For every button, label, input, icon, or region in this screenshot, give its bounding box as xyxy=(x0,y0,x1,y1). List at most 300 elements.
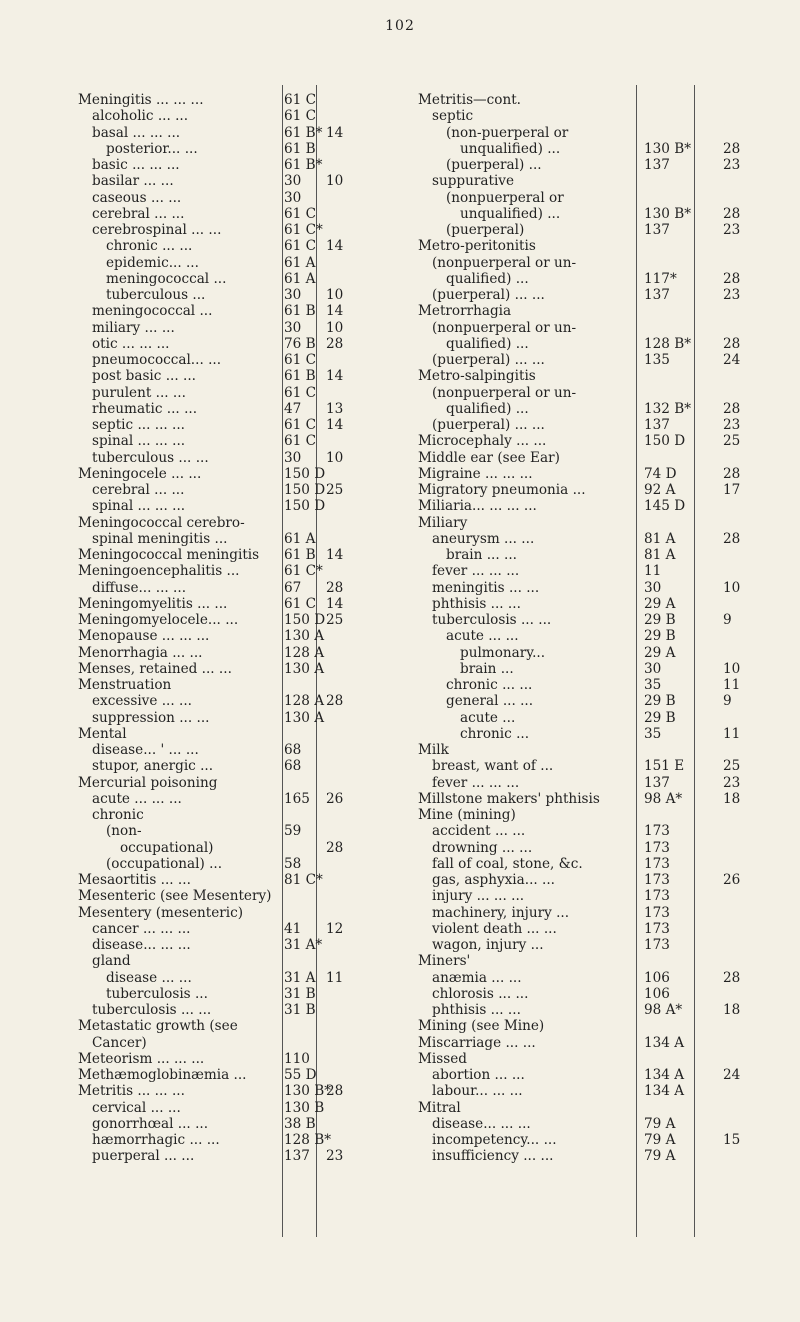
entry-group-number: 28 xyxy=(326,335,344,352)
entry-reference: 106 xyxy=(644,969,670,986)
entry-term: cerebrospinal ... ... xyxy=(92,222,222,238)
entry-term: fall of coal, stone, &c. xyxy=(432,855,583,872)
index-entry xyxy=(418,1100,758,1116)
entry-term: septic ... ... ... xyxy=(92,417,185,433)
index-entry xyxy=(418,645,758,661)
entry-group-number: 18 xyxy=(723,1002,741,1018)
entry-term: cancer ... ... ... xyxy=(92,920,191,937)
entry-reference: 130 B* xyxy=(644,140,692,157)
entry-term: suppression ... ... xyxy=(92,709,210,726)
entry-term: Metrorrhagia xyxy=(418,303,512,320)
entry-term: chronic ... xyxy=(460,725,530,742)
entry-reference: 173 xyxy=(644,904,670,921)
index-entry xyxy=(78,856,398,872)
entry-reference: 61 C* xyxy=(284,222,323,238)
entry-term: Metro-peritonitis xyxy=(418,238,536,255)
entry-reference: 173 xyxy=(644,823,670,840)
entry-reference: 61 C xyxy=(284,92,317,108)
entry-term: disease... ... ... xyxy=(92,937,191,953)
index-entry xyxy=(78,482,398,498)
entry-term: disease... ... ... xyxy=(432,1115,531,1132)
index-entry xyxy=(78,1051,398,1067)
entry-reference: 76 B xyxy=(284,335,316,352)
index-entry xyxy=(78,872,398,888)
entry-reference: 29 B xyxy=(644,693,676,710)
page-number: 102 xyxy=(385,18,415,34)
entry-group-number: 10 xyxy=(326,173,344,190)
entry-reference: 41 xyxy=(284,920,302,937)
entry-reference: 145 D xyxy=(644,498,686,515)
entry-reference: 38 B xyxy=(284,1115,316,1132)
index-entry xyxy=(78,677,398,693)
entry-reference: 29 A xyxy=(644,644,676,661)
entry-reference: 29 A xyxy=(644,595,676,612)
entry-reference: 132 B* xyxy=(644,400,692,417)
entry-group-number: 10 xyxy=(723,660,741,677)
entry-group-number: 25 xyxy=(723,433,741,450)
entry-group-number: 23 xyxy=(326,1148,344,1165)
index-entry xyxy=(418,872,758,888)
index-entry xyxy=(418,921,758,937)
index-entry xyxy=(418,287,758,303)
entry-term: (non-puerperal or xyxy=(446,124,569,141)
entry-reference: 130 B xyxy=(284,1099,325,1116)
entry-term: Menstruation xyxy=(78,677,172,693)
entry-term: Middle ear (see Ear) xyxy=(418,449,560,466)
entry-term: (nonpuerperal or xyxy=(446,189,564,206)
entry-term: chronic ... ... xyxy=(106,238,193,255)
entry-reference: 31 A xyxy=(284,969,316,986)
entry-group-number: 9 xyxy=(723,612,732,628)
entry-reference: 128 B* xyxy=(644,335,692,352)
entry-reference: 61 C xyxy=(284,417,317,433)
entry-term: Meningomyelocele... ... xyxy=(78,612,239,628)
entry-term: anæmia ... ... xyxy=(432,969,522,986)
entry-term: (nonpuerperal or un- xyxy=(432,254,577,271)
entry-group-number: 28 xyxy=(723,969,741,986)
index-entry xyxy=(418,1132,758,1148)
entry-group-number: 11 xyxy=(326,969,344,986)
index-entry xyxy=(418,888,758,904)
entry-term: Mental xyxy=(78,725,127,742)
entry-reference: 31 B xyxy=(284,1002,316,1018)
index-entry xyxy=(78,807,398,823)
entry-term: post basic ... ... xyxy=(92,368,196,385)
entry-group-number: 28 xyxy=(326,579,344,596)
entry-group-number: 28 xyxy=(723,140,741,157)
entry-term: Menopause ... ... ... xyxy=(78,628,210,645)
index-entry xyxy=(78,108,398,124)
entry-term: Miliaria... ... ... ... xyxy=(418,498,537,515)
entry-term: Mine (mining) xyxy=(418,807,516,823)
index-entry xyxy=(418,856,758,872)
entry-reference: 134 A xyxy=(644,1034,685,1051)
entry-term: (nonpuerperal or un- xyxy=(432,319,577,336)
index-entry xyxy=(78,157,398,173)
entry-term: Metritis ... ... ... xyxy=(78,1083,185,1100)
index-entry xyxy=(78,320,398,336)
entry-reference: 173 xyxy=(644,888,670,905)
entry-group-number: 14 xyxy=(326,124,344,141)
entry-term: acute ... ... xyxy=(446,628,519,645)
entry-reference: 61 C xyxy=(284,352,317,368)
entry-term: insufficiency ... ... xyxy=(432,1148,554,1165)
entry-group-number: 24 xyxy=(723,1067,741,1083)
entry-term: qualified) ... xyxy=(446,335,529,352)
entry-reference: 150 D xyxy=(284,498,326,515)
entry-reference: 61 C xyxy=(284,238,317,255)
index-entry xyxy=(418,173,758,189)
entry-group-number: 10 xyxy=(326,287,344,303)
entry-reference: 30 xyxy=(284,173,302,190)
index-entry xyxy=(418,433,758,449)
entry-term: Milk xyxy=(418,742,449,758)
index-entry xyxy=(418,1116,758,1132)
index-entry xyxy=(418,450,758,466)
entry-reference: 30 xyxy=(644,579,662,596)
index-entry xyxy=(418,222,758,238)
entry-term: violent death ... ... xyxy=(432,920,557,937)
entry-term: basilar ... ... xyxy=(92,173,174,190)
index-entry xyxy=(78,1035,398,1051)
entry-reference: 29 B xyxy=(644,612,676,628)
index-entry xyxy=(418,1067,758,1083)
entry-term: Metastatic growth (see xyxy=(78,1018,238,1035)
index-entry xyxy=(418,661,758,677)
index-entry xyxy=(78,628,398,644)
entry-term: fever ... ... ... xyxy=(432,563,520,580)
entry-term: caseous ... ... xyxy=(92,189,182,206)
entry-reference: 61 C xyxy=(284,433,317,450)
entry-reference: 61 B xyxy=(284,547,316,563)
entry-term: spinal ... ... ... xyxy=(92,433,186,450)
entry-group-number: 9 xyxy=(723,693,732,710)
index-entry xyxy=(78,450,398,466)
index-entry xyxy=(418,547,758,563)
entry-reference: 98 A* xyxy=(644,1002,683,1018)
entry-reference: 128 B* xyxy=(284,1132,332,1148)
index-entry xyxy=(78,1148,398,1164)
index-entry xyxy=(418,742,758,758)
index-entry xyxy=(78,190,398,206)
entry-term: Methæmoglobinæmia ... xyxy=(78,1067,247,1083)
entry-group-number: 11 xyxy=(723,677,741,693)
entry-group-number: 26 xyxy=(723,872,741,888)
entry-group-number: 24 xyxy=(723,352,741,368)
index-entry xyxy=(78,173,398,189)
entry-group-number: 28 xyxy=(723,400,741,417)
index-entry xyxy=(78,661,398,677)
entry-reference: 61 B* xyxy=(284,157,323,173)
entry-term: Migraine ... ... ... xyxy=(418,465,533,482)
entry-group-number: 28 xyxy=(723,530,741,547)
entry-reference: 61 C xyxy=(284,384,317,401)
index-entry xyxy=(418,1002,758,1018)
entry-reference: 150 D xyxy=(284,482,326,498)
index-entry xyxy=(78,986,398,1002)
index-entry xyxy=(418,953,758,969)
entry-reference: 98 A* xyxy=(644,790,683,807)
entry-term: septic xyxy=(432,108,474,125)
index-entry xyxy=(78,238,398,254)
index-entry xyxy=(78,840,398,856)
index-entry xyxy=(418,823,758,839)
index-entry xyxy=(418,531,758,547)
index-entry xyxy=(418,482,758,498)
index-entry xyxy=(418,1051,758,1067)
entry-term: general ... ... xyxy=(446,693,534,710)
entry-term: (puerperal) ... ... xyxy=(432,417,545,433)
index-entry xyxy=(418,515,758,531)
entry-term: aneurysm ... ... xyxy=(432,530,535,547)
index-entry xyxy=(78,921,398,937)
entry-term: (nonpuerperal or un- xyxy=(432,384,577,401)
entry-reference: 61 C* xyxy=(284,563,323,580)
entry-group-number: 12 xyxy=(326,920,344,937)
index-entry xyxy=(78,498,398,514)
entry-term: fever ... ... ... xyxy=(432,774,520,791)
entry-group-number: 25 xyxy=(326,612,344,628)
entry-reference: 61 B xyxy=(284,368,316,385)
entry-reference: 130 A xyxy=(284,660,325,677)
entry-term: drowning ... ... xyxy=(432,839,533,856)
entry-reference: 135 xyxy=(644,352,670,368)
entry-reference: 92 A xyxy=(644,482,676,498)
entry-reference: 137 xyxy=(644,287,670,303)
entry-term: disease... ' ... ... xyxy=(92,742,199,758)
entry-reference: 173 xyxy=(644,839,670,856)
entry-term: purulent ... ... xyxy=(92,384,186,401)
entry-term: Mercurial poisoning xyxy=(78,774,218,791)
index-entry xyxy=(78,905,398,921)
index-entry xyxy=(418,726,758,742)
entry-reference: 128 A xyxy=(284,693,325,710)
entry-term: brain ... xyxy=(460,660,514,677)
entry-reference: 61 B xyxy=(284,303,316,320)
entry-group-number: 28 xyxy=(326,839,344,856)
entry-term: Mesentery (mesenteric) xyxy=(78,904,244,921)
entry-reference: 130 B* xyxy=(644,205,692,222)
entry-term: suppurative xyxy=(432,173,515,190)
entry-term: Cancer) xyxy=(92,1034,147,1051)
index-entry xyxy=(78,125,398,141)
entry-group-number: 23 xyxy=(723,157,741,173)
entry-term: abortion ... ... xyxy=(432,1067,525,1083)
entry-term: Meningitis ... ... ... xyxy=(78,92,204,108)
index-entry xyxy=(418,352,758,368)
entry-reference: 31 B xyxy=(284,985,316,1002)
entry-group-number: 14 xyxy=(326,303,344,320)
entry-reference: 165 xyxy=(284,790,310,807)
index-entry xyxy=(418,693,758,709)
entry-reference: 117* xyxy=(644,270,677,287)
entry-term: injury ... ... ... xyxy=(432,888,525,905)
index-entry xyxy=(78,547,398,563)
index-entry xyxy=(418,92,758,108)
index-entry xyxy=(418,368,758,384)
entry-term: accident ... ... xyxy=(432,823,526,840)
entry-term: hæmorrhagic ... ... xyxy=(92,1132,220,1148)
entry-reference: 61 A xyxy=(284,270,316,287)
index-entry xyxy=(78,596,398,612)
entry-reference: 61 B* xyxy=(284,124,323,141)
entry-group-number: 18 xyxy=(723,790,741,807)
index-entry xyxy=(418,905,758,921)
index-entry xyxy=(78,953,398,969)
entry-term: Meteorism ... ... ... xyxy=(78,1050,205,1067)
entry-group-number: 23 xyxy=(723,774,741,791)
index-entry xyxy=(418,628,758,644)
index-entry xyxy=(418,970,758,986)
entry-term: (occupational) ... xyxy=(106,855,223,872)
entry-term: tuberculosis ... xyxy=(106,985,208,1002)
index-entry xyxy=(78,531,398,547)
entry-reference: 134 A xyxy=(644,1067,685,1083)
entry-term: spinal meningitis ... xyxy=(92,530,228,547)
index-entry xyxy=(78,141,398,157)
entry-term: epidemic... ... xyxy=(106,254,199,271)
entry-group-number: 11 xyxy=(723,725,741,742)
entry-term: Mesenteric (see Mesentery) xyxy=(78,888,272,905)
index-entry xyxy=(78,563,398,579)
index-entry xyxy=(418,498,758,514)
entry-group-number: 28 xyxy=(723,205,741,222)
entry-term: basic ... ... ... xyxy=(92,157,180,173)
index-entry xyxy=(418,840,758,856)
index-entry xyxy=(418,125,758,141)
index-entry xyxy=(418,580,758,596)
entry-reference: 130 A xyxy=(284,709,325,726)
index-entry xyxy=(78,1116,398,1132)
index-entry xyxy=(418,190,758,206)
index-entry xyxy=(418,336,758,352)
entry-term: diffuse... ... ... xyxy=(92,579,187,596)
entry-reference: 61 C xyxy=(284,205,317,222)
index-entry xyxy=(418,255,758,271)
entry-reference: 134 A xyxy=(644,1083,685,1100)
entry-term: stupor, anergic ... xyxy=(92,758,214,775)
index-entry xyxy=(78,1067,398,1083)
entry-reference: 106 xyxy=(644,985,670,1002)
entry-reference: 35 xyxy=(644,677,662,693)
entry-reference: 30 xyxy=(644,660,662,677)
entry-reference: 30 xyxy=(284,319,302,336)
left-column xyxy=(78,92,398,1165)
entry-term: unqualified) ... xyxy=(460,205,561,222)
entry-reference: 35 xyxy=(644,725,662,742)
entry-term: wagon, injury ... xyxy=(432,937,544,953)
entry-group-number: 15 xyxy=(723,1132,741,1148)
entry-term: Meningoencephalitis ... xyxy=(78,563,240,580)
index-entry xyxy=(78,222,398,238)
entry-term: (puerperal) ... xyxy=(446,157,542,173)
entry-term: tuberculosis ... ... xyxy=(92,1002,212,1018)
entry-term: chronic ... ... xyxy=(446,677,533,693)
entry-reference: 79 A xyxy=(644,1148,676,1165)
index-entry xyxy=(418,937,758,953)
entry-reference: 150 D xyxy=(284,612,326,628)
entry-term: Miliary xyxy=(418,514,468,531)
entry-term: tuberculous ... ... xyxy=(92,449,209,466)
index-entry xyxy=(78,206,398,222)
entry-term: excessive ... ... xyxy=(92,693,192,710)
index-entry xyxy=(418,1018,758,1034)
entry-term: Mining (see Mine) xyxy=(418,1018,545,1035)
entry-reference: 61 A xyxy=(284,530,316,547)
index-entry xyxy=(78,888,398,904)
entry-reference: 11 xyxy=(644,563,662,580)
entry-group-number: 17 xyxy=(723,482,741,498)
index-entry xyxy=(78,1018,398,1034)
index-entry xyxy=(78,775,398,791)
entry-group-number: 14 xyxy=(326,595,344,612)
index-entry xyxy=(78,1132,398,1148)
entry-reference: 68 xyxy=(284,758,302,775)
entry-reference: 58 xyxy=(284,855,302,872)
index-entry xyxy=(78,336,398,352)
index-entry xyxy=(418,466,758,482)
entry-reference: 61 A xyxy=(284,254,316,271)
entry-term: Microcephaly ... ... xyxy=(418,433,547,450)
entry-reference: 150 D xyxy=(284,465,326,482)
index-entry xyxy=(78,515,398,531)
entry-term: Mitral xyxy=(418,1099,461,1116)
entry-term: Menorrhagia ... ... xyxy=(78,644,203,661)
entry-reference: 59 xyxy=(284,823,302,840)
entry-group-number: 10 xyxy=(723,579,741,596)
entry-term: labour... ... ... xyxy=(432,1083,523,1100)
entry-term: gas, asphyxia... ... xyxy=(432,872,556,888)
index-entry xyxy=(78,1002,398,1018)
entry-reference: 29 B xyxy=(644,709,676,726)
entry-reference: 81 A xyxy=(644,530,676,547)
entry-term: pulmonary... xyxy=(460,644,546,661)
entry-reference: 81 A xyxy=(644,547,676,563)
entry-reference: 79 A xyxy=(644,1132,676,1148)
entry-group-number: 10 xyxy=(326,449,344,466)
index-entry xyxy=(418,385,758,401)
entry-group-number: 25 xyxy=(723,758,741,775)
entry-reference: 150 D xyxy=(644,433,686,450)
index-entry xyxy=(418,807,758,823)
index-entry xyxy=(418,157,758,173)
entry-term: alcoholic ... ... xyxy=(92,108,189,125)
entry-term: (puerperal) xyxy=(446,222,525,238)
index-entry xyxy=(78,612,398,628)
index-entry xyxy=(418,417,758,433)
index-entry xyxy=(78,433,398,449)
entry-reference: 173 xyxy=(644,937,670,953)
entry-term: chronic xyxy=(92,807,144,823)
index-entry xyxy=(78,580,398,596)
entry-term: posterior... ... xyxy=(106,140,198,157)
entry-reference: 137 xyxy=(644,157,670,173)
index-entry xyxy=(78,742,398,758)
index-entry xyxy=(78,1100,398,1116)
entry-reference: 61 C xyxy=(284,108,317,125)
entry-term: gland xyxy=(92,953,131,970)
entry-term: tuberculous ... xyxy=(106,287,206,303)
entry-reference: 30 xyxy=(284,449,302,466)
entry-term: Meningocele ... ... xyxy=(78,465,202,482)
entry-group-number: 14 xyxy=(326,368,344,385)
entry-term: meningococcal ... xyxy=(92,303,213,320)
entry-term: Menses, retained ... ... xyxy=(78,660,232,677)
index-entry xyxy=(78,710,398,726)
entry-reference: 74 D xyxy=(644,465,677,482)
entry-reference: 130 B* xyxy=(284,1083,332,1100)
index-entry xyxy=(78,417,398,433)
